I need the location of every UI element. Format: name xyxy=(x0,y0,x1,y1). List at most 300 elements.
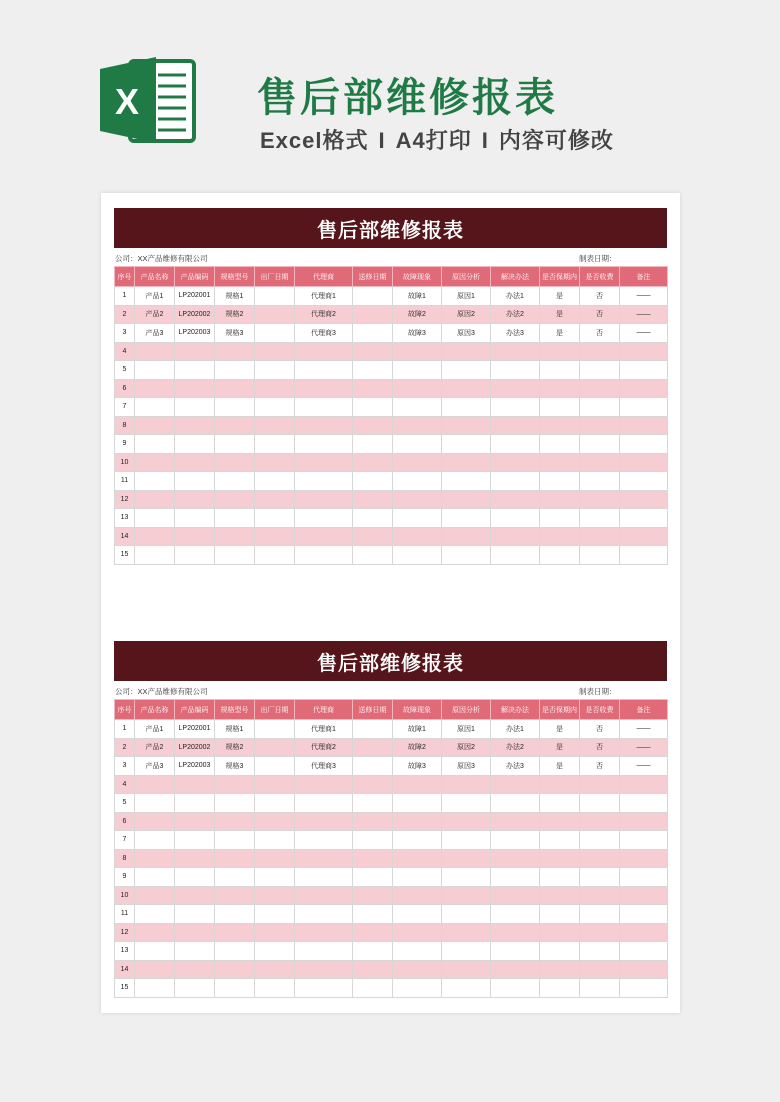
table-cell[interactable] xyxy=(255,472,295,491)
table-cell[interactable] xyxy=(255,868,295,887)
table-cell[interactable] xyxy=(393,546,442,565)
table-cell[interactable] xyxy=(580,831,620,850)
table-cell[interactable] xyxy=(491,849,540,868)
table-cell[interactable] xyxy=(540,453,580,472)
table-cell[interactable] xyxy=(491,905,540,924)
table-cell[interactable] xyxy=(255,979,295,998)
table-cell[interactable] xyxy=(295,527,353,546)
table-cell[interactable] xyxy=(620,923,668,942)
table-cell[interactable] xyxy=(353,905,393,924)
table-cell[interactable] xyxy=(135,416,175,435)
table-cell[interactable] xyxy=(353,287,393,306)
table-cell[interactable] xyxy=(580,509,620,528)
table-cell[interactable] xyxy=(580,361,620,380)
table-cell[interactable] xyxy=(215,361,255,380)
table-cell[interactable] xyxy=(540,361,580,380)
table-cell[interactable] xyxy=(491,472,540,491)
table-cell[interactable]: 规格2 xyxy=(215,305,255,324)
table-cell[interactable] xyxy=(135,923,175,942)
table-cell[interactable] xyxy=(175,472,215,491)
table-cell[interactable] xyxy=(255,398,295,417)
table-cell[interactable] xyxy=(580,868,620,887)
table-cell[interactable]: 是 xyxy=(540,287,580,306)
table-cell[interactable] xyxy=(540,472,580,491)
table-cell[interactable]: 2 xyxy=(115,305,135,324)
table-cell[interactable]: 8 xyxy=(115,849,135,868)
table-cell[interactable] xyxy=(620,546,668,565)
table-cell[interactable] xyxy=(442,546,491,565)
table-cell[interactable] xyxy=(491,379,540,398)
table-cell[interactable] xyxy=(215,849,255,868)
table-cell[interactable]: 故障2 xyxy=(393,305,442,324)
table-cell[interactable] xyxy=(491,923,540,942)
table-cell[interactable] xyxy=(442,398,491,417)
table-cell[interactable] xyxy=(175,398,215,417)
table-cell[interactable]: 否 xyxy=(580,324,620,343)
table-cell[interactable] xyxy=(442,812,491,831)
table-cell[interactable] xyxy=(175,453,215,472)
table-cell[interactable]: 规格3 xyxy=(215,757,255,776)
table-cell[interactable] xyxy=(442,886,491,905)
table-cell[interactable] xyxy=(353,794,393,813)
table-cell[interactable] xyxy=(540,527,580,546)
table-cell[interactable] xyxy=(620,868,668,887)
table-cell[interactable] xyxy=(580,905,620,924)
table-cell[interactable] xyxy=(620,416,668,435)
table-cell[interactable] xyxy=(295,868,353,887)
table-cell[interactable] xyxy=(620,775,668,794)
table-cell[interactable] xyxy=(442,379,491,398)
table-cell[interactable] xyxy=(620,342,668,361)
table-cell[interactable] xyxy=(580,979,620,998)
table-cell[interactable] xyxy=(353,379,393,398)
table-cell[interactable]: —— xyxy=(620,757,668,776)
table-cell[interactable] xyxy=(255,923,295,942)
table-cell[interactable] xyxy=(135,379,175,398)
table-cell[interactable]: 产品1 xyxy=(135,287,175,306)
table-cell[interactable] xyxy=(442,527,491,546)
table-cell[interactable] xyxy=(540,831,580,850)
table-cell[interactable] xyxy=(491,416,540,435)
table-cell[interactable] xyxy=(175,379,215,398)
table-cell[interactable] xyxy=(215,923,255,942)
table-cell[interactable] xyxy=(175,527,215,546)
table-cell[interactable] xyxy=(442,923,491,942)
table-cell[interactable] xyxy=(620,831,668,850)
table-cell[interactable] xyxy=(620,886,668,905)
table-cell[interactable]: 原因1 xyxy=(442,287,491,306)
table-cell[interactable] xyxy=(255,435,295,454)
table-cell[interactable] xyxy=(580,942,620,961)
table-cell[interactable] xyxy=(135,905,175,924)
table-cell[interactable]: 4 xyxy=(115,342,135,361)
table-cell[interactable] xyxy=(393,923,442,942)
table-cell[interactable]: 原因2 xyxy=(442,738,491,757)
table-cell[interactable] xyxy=(255,305,295,324)
table-cell[interactable] xyxy=(491,546,540,565)
table-cell[interactable]: 14 xyxy=(115,527,135,546)
table-cell[interactable]: 1 xyxy=(115,287,135,306)
table-cell[interactable] xyxy=(540,849,580,868)
table-cell[interactable] xyxy=(580,453,620,472)
table-cell[interactable]: 办法3 xyxy=(491,324,540,343)
table-cell[interactable] xyxy=(540,775,580,794)
table-cell[interactable] xyxy=(393,775,442,794)
table-cell[interactable] xyxy=(295,472,353,491)
table-cell[interactable] xyxy=(442,361,491,380)
table-cell[interactable]: 2 xyxy=(115,738,135,757)
table-cell[interactable] xyxy=(442,979,491,998)
table-cell[interactable] xyxy=(215,509,255,528)
table-cell[interactable] xyxy=(393,849,442,868)
table-cell[interactable]: 13 xyxy=(115,942,135,961)
table-cell[interactable]: 1 xyxy=(115,720,135,739)
table-cell[interactable]: 6 xyxy=(115,379,135,398)
table-cell[interactable] xyxy=(295,923,353,942)
table-cell[interactable] xyxy=(215,490,255,509)
table-cell[interactable] xyxy=(620,472,668,491)
table-cell[interactable] xyxy=(393,794,442,813)
table-cell[interactable]: 5 xyxy=(115,361,135,380)
table-cell[interactable] xyxy=(393,942,442,961)
table-cell[interactable] xyxy=(255,849,295,868)
table-cell[interactable] xyxy=(540,416,580,435)
table-cell[interactable] xyxy=(491,775,540,794)
table-cell[interactable] xyxy=(580,960,620,979)
table-cell[interactable]: 规格2 xyxy=(215,738,255,757)
table-cell[interactable] xyxy=(135,509,175,528)
table-cell[interactable]: 规格1 xyxy=(215,720,255,739)
table-cell[interactable] xyxy=(540,923,580,942)
table-cell[interactable]: —— xyxy=(620,324,668,343)
table-cell[interactable]: 5 xyxy=(115,794,135,813)
table-cell[interactable] xyxy=(491,527,540,546)
table-cell[interactable] xyxy=(295,775,353,794)
table-cell[interactable] xyxy=(255,287,295,306)
table-cell[interactable] xyxy=(353,453,393,472)
table-cell[interactable] xyxy=(215,794,255,813)
table-cell[interactable] xyxy=(255,775,295,794)
table-cell[interactable] xyxy=(491,794,540,813)
table-cell[interactable] xyxy=(175,775,215,794)
table-cell[interactable] xyxy=(580,490,620,509)
table-cell[interactable]: 故障3 xyxy=(393,324,442,343)
table-cell[interactable]: 代理商1 xyxy=(295,720,353,739)
table-cell[interactable] xyxy=(215,868,255,887)
table-cell[interactable]: 15 xyxy=(115,546,135,565)
table-cell[interactable] xyxy=(255,942,295,961)
table-cell[interactable]: 原因1 xyxy=(442,720,491,739)
table-cell[interactable] xyxy=(442,775,491,794)
table-cell[interactable] xyxy=(215,812,255,831)
table-cell[interactable] xyxy=(295,942,353,961)
table-cell[interactable] xyxy=(620,942,668,961)
table-cell[interactable] xyxy=(255,794,295,813)
table-cell[interactable] xyxy=(580,416,620,435)
table-cell[interactable] xyxy=(353,942,393,961)
table-cell[interactable]: 10 xyxy=(115,453,135,472)
table-cell[interactable] xyxy=(135,849,175,868)
table-cell[interactable]: 15 xyxy=(115,979,135,998)
table-cell[interactable] xyxy=(255,416,295,435)
table-cell[interactable] xyxy=(215,527,255,546)
table-cell[interactable]: 代理商1 xyxy=(295,287,353,306)
table-cell[interactable] xyxy=(620,453,668,472)
table-cell[interactable] xyxy=(255,886,295,905)
table-cell[interactable] xyxy=(175,942,215,961)
table-cell[interactable]: 产品3 xyxy=(135,757,175,776)
table-cell[interactable] xyxy=(215,342,255,361)
table-cell[interactable] xyxy=(295,379,353,398)
table-cell[interactable]: 3 xyxy=(115,324,135,343)
table-cell[interactable] xyxy=(540,942,580,961)
table-cell[interactable] xyxy=(135,831,175,850)
table-cell[interactable] xyxy=(215,979,255,998)
table-cell[interactable]: 故障1 xyxy=(393,720,442,739)
table-cell[interactable] xyxy=(295,905,353,924)
table-cell[interactable] xyxy=(393,398,442,417)
table-cell[interactable] xyxy=(620,398,668,417)
table-cell[interactable]: 办法2 xyxy=(491,738,540,757)
table-cell[interactable] xyxy=(442,490,491,509)
table-cell[interactable] xyxy=(295,490,353,509)
table-cell[interactable] xyxy=(540,342,580,361)
table-cell[interactable] xyxy=(295,979,353,998)
table-cell[interactable] xyxy=(135,361,175,380)
table-cell[interactable] xyxy=(353,509,393,528)
table-cell[interactable] xyxy=(540,960,580,979)
table-cell[interactable]: 4 xyxy=(115,775,135,794)
table-cell[interactable]: LP202003 xyxy=(175,757,215,776)
table-cell[interactable] xyxy=(353,720,393,739)
table-cell[interactable] xyxy=(175,546,215,565)
table-cell[interactable]: 原因3 xyxy=(442,757,491,776)
table-cell[interactable] xyxy=(215,398,255,417)
table-cell[interactable] xyxy=(215,379,255,398)
table-cell[interactable] xyxy=(540,979,580,998)
table-cell[interactable]: 是 xyxy=(540,305,580,324)
table-cell[interactable]: 办法3 xyxy=(491,757,540,776)
table-cell[interactable] xyxy=(491,868,540,887)
table-cell[interactable]: 10 xyxy=(115,886,135,905)
table-cell[interactable] xyxy=(353,831,393,850)
table-cell[interactable] xyxy=(135,527,175,546)
table-cell[interactable] xyxy=(442,509,491,528)
table-cell[interactable] xyxy=(353,305,393,324)
table-cell[interactable]: 3 xyxy=(115,757,135,776)
table-cell[interactable]: LP202002 xyxy=(175,738,215,757)
table-cell[interactable] xyxy=(215,472,255,491)
table-cell[interactable] xyxy=(491,886,540,905)
table-cell[interactable] xyxy=(540,509,580,528)
table-cell[interactable] xyxy=(540,546,580,565)
table-cell[interactable] xyxy=(393,453,442,472)
table-cell[interactable] xyxy=(491,490,540,509)
table-cell[interactable]: LP202002 xyxy=(175,305,215,324)
table-cell[interactable] xyxy=(393,831,442,850)
table-cell[interactable] xyxy=(255,324,295,343)
table-cell[interactable] xyxy=(135,398,175,417)
table-cell[interactable]: 否 xyxy=(580,738,620,757)
table-cell[interactable] xyxy=(215,942,255,961)
table-cell[interactable] xyxy=(580,398,620,417)
table-cell[interactable]: 原因2 xyxy=(442,305,491,324)
table-cell[interactable]: LP202003 xyxy=(175,324,215,343)
table-cell[interactable] xyxy=(255,812,295,831)
table-cell[interactable] xyxy=(175,868,215,887)
table-cell[interactable] xyxy=(255,960,295,979)
table-cell[interactable] xyxy=(295,546,353,565)
table-cell[interactable] xyxy=(442,868,491,887)
table-cell[interactable]: 代理商2 xyxy=(295,738,353,757)
table-cell[interactable] xyxy=(393,435,442,454)
table-cell[interactable] xyxy=(135,490,175,509)
table-cell[interactable]: 故障2 xyxy=(393,738,442,757)
table-cell[interactable]: 办法1 xyxy=(491,287,540,306)
table-cell[interactable] xyxy=(353,868,393,887)
table-cell[interactable] xyxy=(540,886,580,905)
table-cell[interactable]: 7 xyxy=(115,831,135,850)
table-cell[interactable] xyxy=(255,509,295,528)
table-cell[interactable] xyxy=(135,868,175,887)
table-cell[interactable] xyxy=(175,849,215,868)
table-cell[interactable] xyxy=(353,979,393,998)
table-cell[interactable] xyxy=(442,435,491,454)
table-cell[interactable] xyxy=(135,546,175,565)
table-cell[interactable]: 是 xyxy=(540,738,580,757)
table-cell[interactable] xyxy=(620,435,668,454)
table-cell[interactable] xyxy=(175,490,215,509)
table-cell[interactable] xyxy=(215,775,255,794)
table-cell[interactable] xyxy=(393,416,442,435)
table-cell[interactable] xyxy=(580,849,620,868)
table-cell[interactable] xyxy=(540,490,580,509)
table-cell[interactable] xyxy=(295,398,353,417)
table-cell[interactable] xyxy=(491,509,540,528)
table-cell[interactable] xyxy=(215,831,255,850)
table-cell[interactable] xyxy=(353,324,393,343)
table-cell[interactable] xyxy=(255,546,295,565)
table-cell[interactable] xyxy=(393,361,442,380)
table-cell[interactable] xyxy=(620,490,668,509)
table-cell[interactable] xyxy=(540,379,580,398)
table-cell[interactable] xyxy=(442,960,491,979)
table-cell[interactable]: 规格3 xyxy=(215,324,255,343)
table-cell[interactable] xyxy=(135,886,175,905)
table-cell[interactable] xyxy=(295,361,353,380)
table-cell[interactable] xyxy=(580,435,620,454)
table-cell[interactable] xyxy=(580,775,620,794)
table-cell[interactable] xyxy=(580,379,620,398)
table-cell[interactable] xyxy=(353,527,393,546)
table-cell[interactable]: 13 xyxy=(115,509,135,528)
table-cell[interactable]: 否 xyxy=(580,305,620,324)
table-cell[interactable] xyxy=(442,453,491,472)
table-cell[interactable] xyxy=(442,942,491,961)
table-cell[interactable] xyxy=(135,812,175,831)
table-cell[interactable]: —— xyxy=(620,287,668,306)
table-cell[interactable]: 产品1 xyxy=(135,720,175,739)
table-cell[interactable] xyxy=(580,794,620,813)
table-cell[interactable] xyxy=(491,453,540,472)
table-cell[interactable] xyxy=(491,979,540,998)
table-cell[interactable]: —— xyxy=(620,738,668,757)
table-cell[interactable] xyxy=(393,472,442,491)
table-cell[interactable] xyxy=(175,905,215,924)
table-cell[interactable] xyxy=(442,416,491,435)
table-cell[interactable] xyxy=(620,960,668,979)
table-cell[interactable] xyxy=(135,960,175,979)
table-cell[interactable] xyxy=(295,794,353,813)
table-cell[interactable] xyxy=(580,886,620,905)
table-cell[interactable]: 是 xyxy=(540,324,580,343)
table-cell[interactable] xyxy=(393,342,442,361)
table-cell[interactable]: 产品2 xyxy=(135,738,175,757)
table-cell[interactable] xyxy=(175,342,215,361)
table-cell[interactable]: 9 xyxy=(115,435,135,454)
table-cell[interactable]: LP202001 xyxy=(175,287,215,306)
table-cell[interactable] xyxy=(255,379,295,398)
table-cell[interactable] xyxy=(295,849,353,868)
table-cell[interactable] xyxy=(442,794,491,813)
table-cell[interactable] xyxy=(135,794,175,813)
table-cell[interactable] xyxy=(442,342,491,361)
table-cell[interactable] xyxy=(580,923,620,942)
table-cell[interactable] xyxy=(393,886,442,905)
table-cell[interactable] xyxy=(255,490,295,509)
table-cell[interactable] xyxy=(175,831,215,850)
table-cell[interactable] xyxy=(580,527,620,546)
table-cell[interactable] xyxy=(580,472,620,491)
table-cell[interactable] xyxy=(580,342,620,361)
table-cell[interactable] xyxy=(215,905,255,924)
table-cell[interactable] xyxy=(540,905,580,924)
table-cell[interactable]: 是 xyxy=(540,757,580,776)
table-cell[interactable] xyxy=(540,868,580,887)
table-cell[interactable] xyxy=(393,905,442,924)
table-cell[interactable]: 原因3 xyxy=(442,324,491,343)
table-cell[interactable] xyxy=(255,342,295,361)
table-cell[interactable] xyxy=(135,942,175,961)
table-cell[interactable] xyxy=(353,886,393,905)
table-cell[interactable] xyxy=(620,509,668,528)
table-cell[interactable] xyxy=(135,435,175,454)
table-cell[interactable]: 代理商3 xyxy=(295,324,353,343)
table-cell[interactable] xyxy=(175,979,215,998)
table-cell[interactable] xyxy=(135,979,175,998)
table-cell[interactable] xyxy=(491,342,540,361)
table-cell[interactable]: 代理商3 xyxy=(295,757,353,776)
table-cell[interactable] xyxy=(491,942,540,961)
table-cell[interactable] xyxy=(295,960,353,979)
table-cell[interactable] xyxy=(393,812,442,831)
table-cell[interactable] xyxy=(255,905,295,924)
table-cell[interactable]: 故障3 xyxy=(393,757,442,776)
table-cell[interactable]: LP202001 xyxy=(175,720,215,739)
table-cell[interactable] xyxy=(620,979,668,998)
table-cell[interactable] xyxy=(620,812,668,831)
table-cell[interactable]: 产品3 xyxy=(135,324,175,343)
table-cell[interactable] xyxy=(295,831,353,850)
table-cell[interactable] xyxy=(175,886,215,905)
table-cell[interactable]: —— xyxy=(620,305,668,324)
table-cell[interactable] xyxy=(353,812,393,831)
table-cell[interactable] xyxy=(353,490,393,509)
table-cell[interactable]: 办法1 xyxy=(491,720,540,739)
table-cell[interactable] xyxy=(175,923,215,942)
table-cell[interactable] xyxy=(175,361,215,380)
table-cell[interactable] xyxy=(620,379,668,398)
